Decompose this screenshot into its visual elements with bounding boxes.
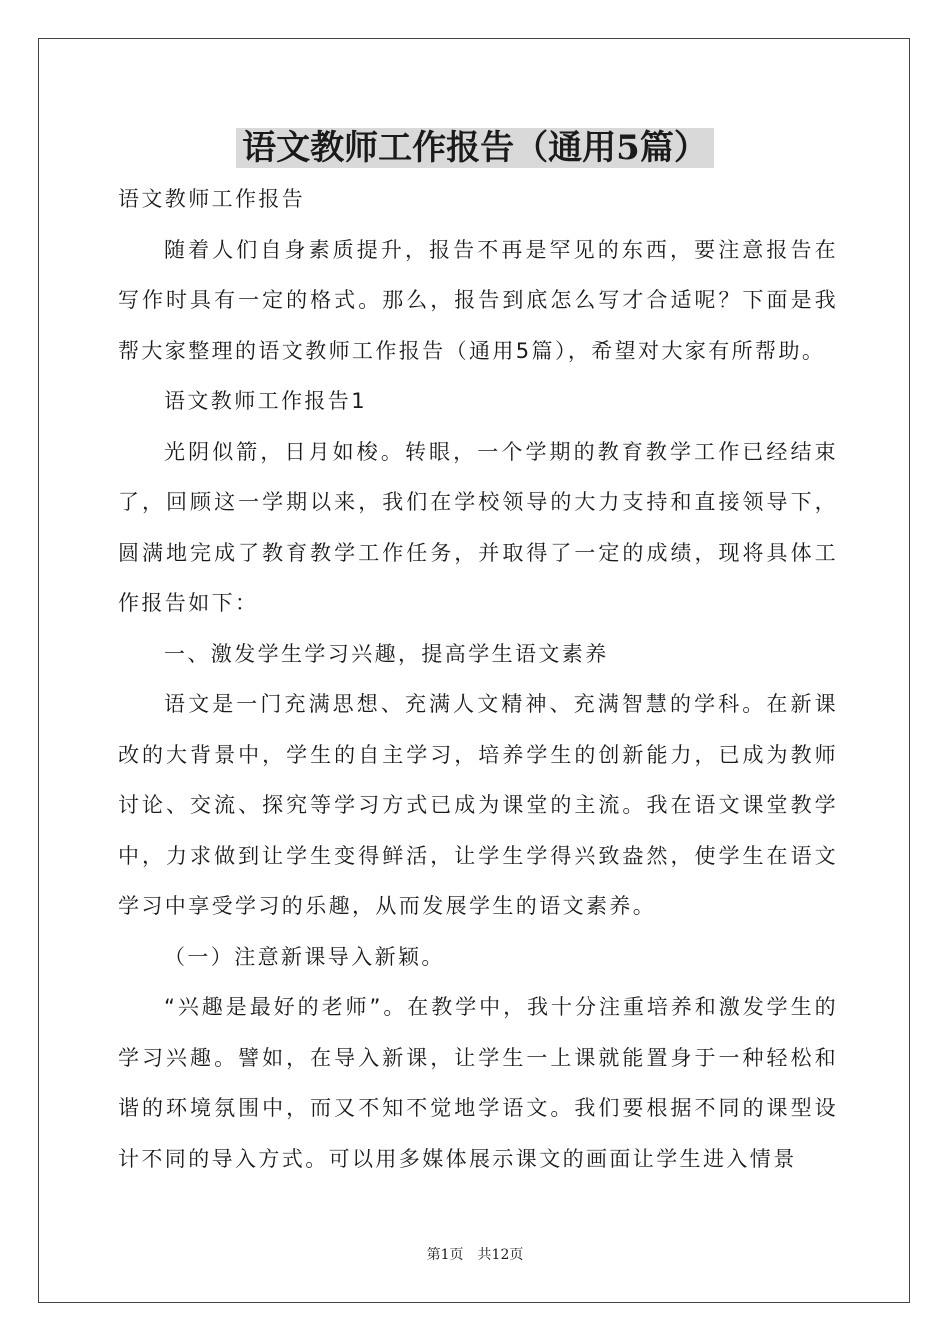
page-footer: 第1页 共12页 [426,1247,524,1263]
section-heading: 一、激发学生学习兴趣，提高学生语文素养 [164,641,609,666]
intro-paragraph: 随着人们自身素质提升，报告不再是罕见的东西，要注意报告在写作时具有一定的格式。那么，报告到底怎么写才合适呢？下面是我帮大家整理的语文教师工作报告（通用5篇），希望对大家有所帮助。 [118,237,838,363]
section-heading: 语文教师工作报告1 [164,389,367,413]
subsection-heading: （一）注意新课导入新颖。 [164,944,445,969]
subtitle-paragraph: 语文教师工作报告 [118,187,306,211]
body-paragraph: “兴趣是最好的老师”。在教学中，我十分注重培养和激发学生的学习兴趣。譬如，在导入新课，让学生一上课就能置身于一种轻松和谐的环境氛围中，而又不知不觉地学语文。我们要根据不同的课型设计不同的导入方式。可以用多媒体展示课文的画面让学生进入情景 [118,995,838,1171]
document-title: 语文教师工作报告（通用5篇） [0,120,950,176]
body-paragraph: 光阴似箭，日月如梭。转眼，一个学期的教育教学工作已经结束了，回顾这一学期以来，我们在学校领导的大力支持和直接领导下，圆满地完成了教育教学工作任务，并取得了一定的成绩，现将具体工作报告如下： [118,439,838,615]
body-paragraph: 语文是一门充满思想、充满人文精神、充满智慧的学科。在新课改的大背景中，学生的自主学习，培养学生的创新能力，已成为教师讨论、交流、探究等学习方式已成为课堂的主流。我在语文课堂教学中，力求做到让学生变得鲜活，让学生学得兴致盎然，使学生在语文学习中享受学习的乐趣，从而发展学生的语文素养。 [118,692,838,918]
document-body [118,174,838,1184]
